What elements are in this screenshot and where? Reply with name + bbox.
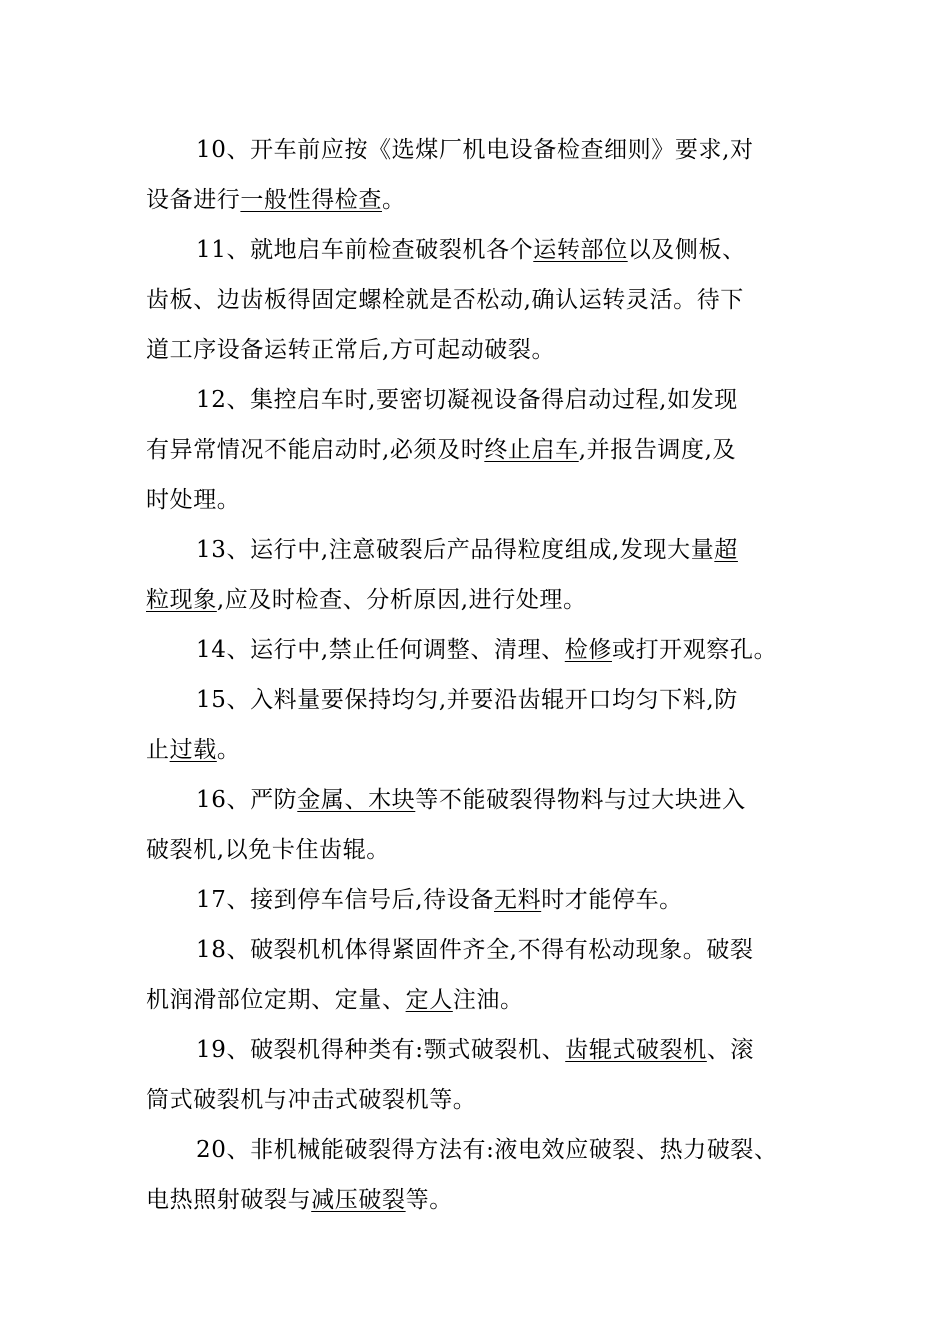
text-run: 注油。 <box>452 987 524 1013</box>
text-line <box>196 235 746 265</box>
text-run: ,并报告调度,及 <box>578 437 737 463</box>
underlined-answer: 终止启车 <box>484 437 579 463</box>
underlined-answer: 齿辊式破裂机 <box>565 1037 707 1063</box>
text-line <box>196 535 738 565</box>
text-line <box>196 1135 778 1165</box>
text-line <box>146 1185 453 1215</box>
text-run: 16、严防 <box>196 787 298 813</box>
text-run: 止 <box>146 737 170 763</box>
text-run: 19、破裂机得种类有:颚式破裂机、 <box>196 1037 566 1063</box>
underlined-answer: 定人 <box>405 987 453 1013</box>
text-run: 17、接到停车信号后,待设备 <box>196 887 494 913</box>
text-run: 、滚 <box>706 1037 755 1063</box>
text-line <box>146 1085 476 1115</box>
underlined-answer: 减压破裂 <box>311 1187 406 1213</box>
text-run: 机润滑部位定期、定量、 <box>146 987 406 1013</box>
text-run: 12、集控启车时,要密切凝视设备得启动过程,如发现 <box>196 387 738 413</box>
text-run: 或打开观察孔。 <box>611 637 778 663</box>
text-run: 18、破裂机机体得紧固件齐全,不得有松动现象。破裂 <box>196 937 754 963</box>
text-run: 设备进行 <box>146 187 241 213</box>
text-run: 时处理。 <box>146 487 241 513</box>
text-line <box>196 885 683 915</box>
text-run: 。 <box>382 187 406 213</box>
text-line <box>146 485 240 515</box>
text-line <box>196 135 754 165</box>
text-run: 13、运行中,注意破裂后产品得粒度组成,发现大量 <box>196 537 715 563</box>
text-line <box>196 1035 754 1065</box>
underlined-answer: 运转部位 <box>533 237 628 263</box>
text-line <box>196 635 777 665</box>
text-line <box>196 685 738 715</box>
text-line <box>146 835 390 865</box>
text-run: ,应及时检查、分析原因,进行处理。 <box>216 587 587 613</box>
text-run: 等不能破裂得物料与过大块进入 <box>415 787 746 813</box>
text-line <box>196 935 754 965</box>
text-run: 15、入料量要保持均匀,并要沿齿辊开口均匀下料,防 <box>196 687 738 713</box>
underlined-answer: 粒现象 <box>146 587 217 613</box>
text-run: 以及侧板、 <box>627 237 746 263</box>
underlined-answer: 检修 <box>564 637 612 663</box>
text-line <box>146 585 587 615</box>
text-run: 20、非机械能破裂得方法有:液电效应破裂、热力破裂、 <box>196 1137 778 1163</box>
text-line <box>196 785 746 815</box>
underlined-answer: 一般性得检查 <box>240 187 383 213</box>
underlined-answer: 过载 <box>169 737 217 763</box>
text-run: 时才能停车。 <box>541 887 683 913</box>
text-line <box>146 735 240 765</box>
text-line <box>146 435 736 465</box>
text-run: 电热照射破裂与 <box>146 1187 312 1213</box>
underlined-answer: 超 <box>714 537 738 563</box>
underlined-answer: 无料 <box>493 887 542 913</box>
text-line <box>146 285 744 315</box>
text-run: 破裂机,以免卡住齿辊。 <box>146 837 390 863</box>
text-run: 。 <box>216 737 241 763</box>
text-run: 10、开车前应按《选煤厂机电设备检查细则》要求,对 <box>196 137 754 163</box>
text-run: 11、就地启车前检查破裂机各个 <box>196 237 534 263</box>
text-line <box>196 385 738 415</box>
text-line <box>146 985 524 1015</box>
text-run: 14、运行中,禁止任何调整、清理、 <box>196 637 565 663</box>
text-line <box>146 335 555 365</box>
underlined-answer: 金属、木块 <box>297 787 416 813</box>
text-line <box>146 185 406 215</box>
text-run: 齿板、边齿板得固定螺栓就是否松动,确认运转灵活。待下 <box>146 287 744 313</box>
text-run: 筒式破裂机与冲击式破裂机等。 <box>146 1087 477 1113</box>
text-run: 道工序设备运转正常后,方可起动破裂。 <box>146 337 556 363</box>
text-run: 等。 <box>405 1187 453 1213</box>
text-run: 有异常情况不能启动时,必须及时 <box>146 437 485 463</box>
